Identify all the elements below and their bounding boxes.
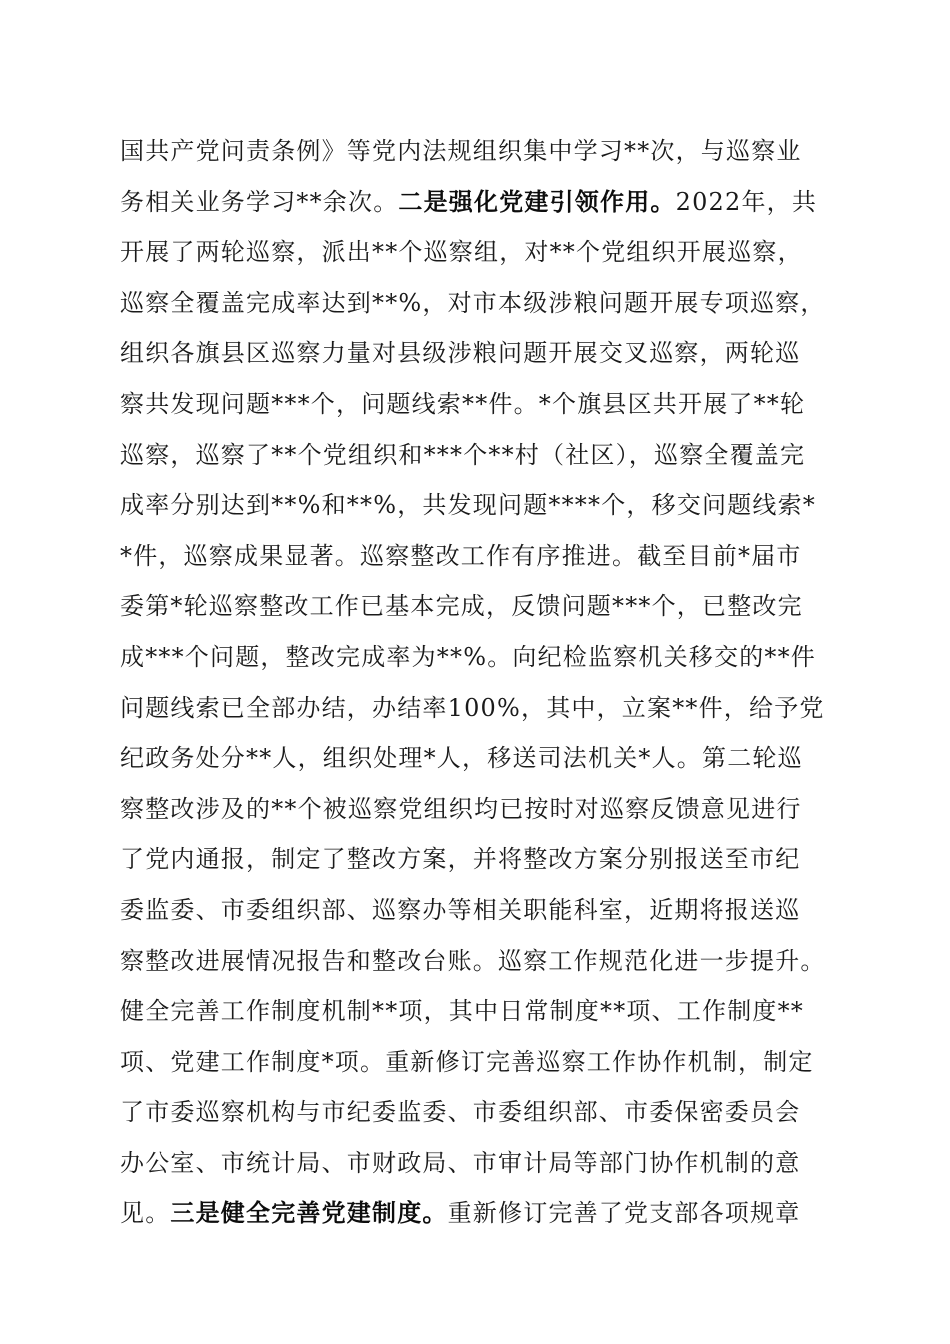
text-segment: 成***个问题，整改完成率为**%。向纪检监察机关移交的**件 <box>120 642 817 671</box>
text-line <box>120 885 840 936</box>
text-segment: 了党内通报，制定了整改方案，并将整改方案分别报送至市纪 <box>120 845 801 874</box>
text-segment: *件，巡察成果显著。巡察整改工作有序推进。截至目前*届市 <box>120 541 802 570</box>
text-segment: 开展了两轮巡察，派出**个巡察组，对**个党组织开展巡察， <box>120 238 803 267</box>
text-line <box>120 784 840 835</box>
text-line <box>120 733 840 784</box>
text-segment: 察整改涉及的**个被巡察党组织均已按时对巡察反馈意见进行 <box>120 794 802 823</box>
text-line <box>120 227 840 278</box>
text-line <box>120 632 840 683</box>
text-segment: 2022年，共 <box>675 187 818 216</box>
text-line <box>120 531 840 582</box>
text-segment: 见。 <box>120 1199 171 1228</box>
text-segment: 委监委、市委组织部、巡察办等相关职能科室，近期将报送巡 <box>120 895 801 924</box>
text-line <box>120 379 840 430</box>
text-line <box>120 480 840 531</box>
text-segment: 问题线索已全部办结，办结率100%，其中，立案**件，给予党 <box>120 693 825 722</box>
text-segment: 办公室、市统计局、市财政局、市审计局等部门协作机制的意 <box>120 1148 801 1177</box>
text-segment: 项、党建工作制度*项。重新修订完善巡察工作协作机制，制定 <box>120 1047 814 1076</box>
text-line <box>120 177 840 228</box>
text-segment: 察共发现问题***个，问题线索**件。*个旗县区共开展了**轮 <box>120 389 806 418</box>
text-segment: 纪政务处分**人，组织处理*人，移送司法机关*人。第二轮巡 <box>120 744 803 773</box>
text-line <box>120 986 840 1037</box>
text-line <box>120 328 840 379</box>
text-line <box>120 126 840 177</box>
text-line <box>120 1037 840 1088</box>
text-line <box>120 430 840 481</box>
text-segment: 重新修订完善了党支部各项规章 <box>447 1199 801 1228</box>
text-segment: 组织各旗县区巡察力量对县级涉粮问题开展交叉巡察，两轮巡 <box>120 339 801 368</box>
text-segment: 巡察全覆盖完成率达到**%，对市本级涉粮问题开展专项巡察， <box>120 288 826 317</box>
text-line <box>120 278 840 329</box>
text-segment: 国共产党问责条例》等党内法规组织集中学习**次，与巡察业 <box>120 137 802 165</box>
text-segment: 务相关业务学习**余次。 <box>120 187 399 216</box>
text-segment: 巡察，巡察了**个党组织和***个**村（社区），巡察全覆盖完 <box>120 440 806 469</box>
text-line <box>120 1138 840 1189</box>
body-text <box>120 126 840 1239</box>
text-segment: 了市委巡察机构与市纪委监委、市委组织部、市委保密委员会 <box>120 1098 801 1127</box>
text-segment: 委第*轮巡察整改工作已基本完成，反馈问题***个，已整改完 <box>120 592 803 621</box>
bold-heading-phrase: 二是强化党建引领作用。 <box>398 186 676 216</box>
text-segment: 察整改进展情况报告和整改台账。巡察工作规范化进一步提升。 <box>120 946 826 975</box>
text-line <box>120 581 840 632</box>
text-line <box>120 1087 840 1138</box>
text-segment: 健全完善工作制度机制**项，其中日常制度**项、工作制度** <box>120 997 804 1026</box>
text-segment: 成率分别达到**%和**%，共发现问题****个，移交问题线索* <box>120 491 817 520</box>
text-line <box>120 936 840 987</box>
text-line <box>120 834 840 885</box>
text-line <box>120 683 840 734</box>
bold-heading-phrase: 三是健全完善党建制度。 <box>170 1198 448 1228</box>
text-line <box>120 1188 840 1239</box>
